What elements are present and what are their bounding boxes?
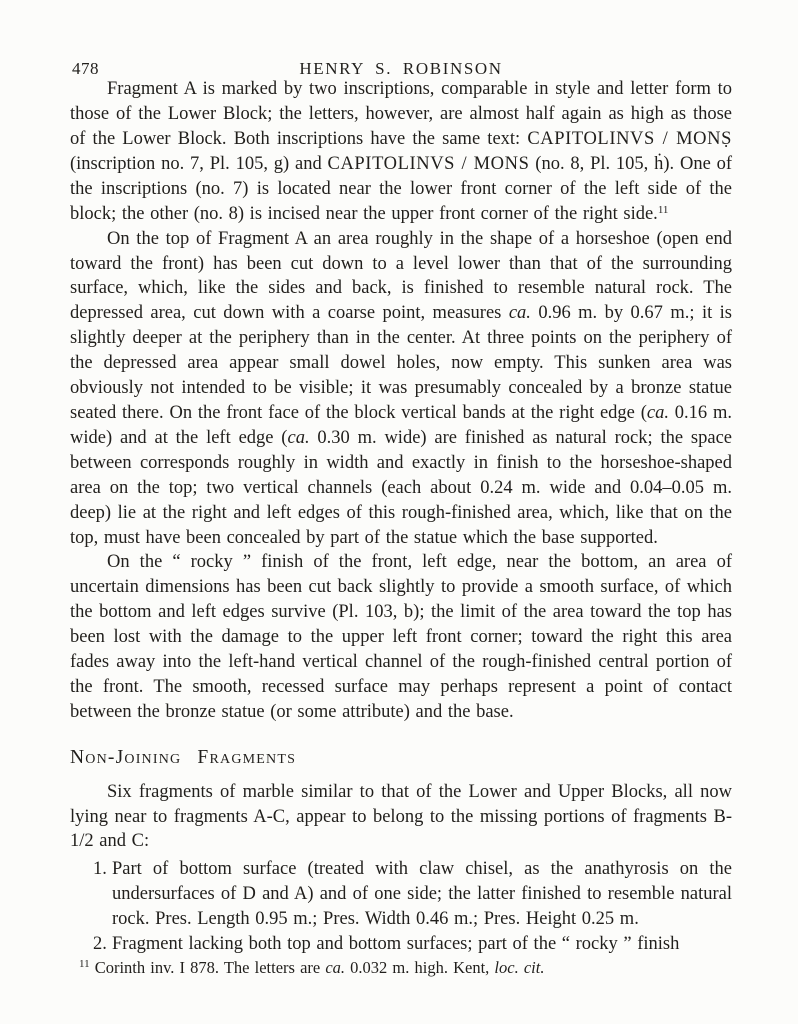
list-item-2-text: Fragment lacking both top and bottom surfaces; part of the “ rocky ” finish: [112, 934, 680, 955]
paragraph-six-fragments-intro: Six fragments of marble similar to that of the Lower and Upper Blocks, all now lying near to fragments A-C, appear to belong to the missing portions of fragments B-1/2 and C:: [70, 781, 732, 852]
list-item-2-number: 2.: [93, 934, 107, 955]
footnote-11-text: $^{11}$ Corinth inv. I 878. The letters are ca. 0.032 m. high. Kent, loc. cit.: [79, 958, 545, 977]
running-header: [70, 57, 732, 78]
section-heading-non-joining-fragments: Non-Joining Fragments: [70, 746, 297, 768]
article-body: [70, 77, 732, 957]
list-item-1-text: Part of bottom surface (treated with claw chisel, as the anathyrosis on the undersurfaces of D and A) and of one side; the latter finished to resemble natural rock. Pres. Length 0.95 m.; Pres. Width 0.46 m.; Pres. Height 0.25 m.: [112, 859, 732, 930]
list-item-1-number: 1.: [93, 859, 107, 880]
paragraph-fragment-a-inscriptions: Fragment A is marked by two inscriptions, comparable in style and letter form to those of the Lower Block; the letters, however, are almost half again as high as those of the Lower Block. Both inscriptions have the same text: CAPITOLINVS / MONṢ (inscription no. 7, Pl. 105, g) and CAPITOLINVS / MONS (no. 8, Pl. 105, ḣ). One of the inscriptions (no. 7) is located near the lower front corner of the left side of the block; the other (no. 8) is incised near the upper front corner of the right side.$^{11}$: [70, 79, 733, 224]
footnote-11: [70, 957, 732, 978]
page-number: 478: [72, 59, 99, 78]
running-head-author: HENRY S. ROBINSON: [299, 59, 503, 78]
list-item-2: [93, 932, 732, 957]
list-item-1: [93, 857, 732, 932]
fragment-list: [70, 857, 732, 957]
paragraph-horseshoe-area: On the top of Fragment A an area roughly in the shape of a horseshoe (open end toward the front) has been cut down to a level lower than that of the surrounding surface, which, like the sides and back, is finished to resemble natural rock. The depressed area, cut down with a coarse point, measures ca. 0.96 m. by 0.67 m.; it is slightly deeper at the periphery than in the center. At three points on the periphery of the depressed area appear small dowel holes, now empty. This sunken area was obviously not intended to be visible; it was presumably concealed by a bronze statue seated there. On the front face of the block vertical bands at the right edge (ca. 0.16 m. wide) and at the left edge (ca. 0.30 m. wide) are finished as natural rock; the space between corresponds roughly in width and exactly in finish to the horseshoe-shaped area on the top; two vertical channels (each about 0.24 m. wide and 0.04–0.05 m. deep) lie at the right and left edges of this rough-finished area, which, like that on the top, must have been concealed by part of the statue which the base supported.: [70, 228, 733, 548]
paragraph-rocky-finish: On the “ rocky ” finish of the front, left edge, near the bottom, an area of uncertain dimensions has been cut back slightly to provide a smooth surface, of which the bottom and left edges survive (Pl. 103, b); the limit of the area toward the top has been lost with the damage to the upper left front corner; toward the right this area fades away into the left-hand vertical channel of the rough-finished central portion of the front. The smooth, recessed surface may perhaps represent a point of contact between the bronze statue (or some attribute) and the base.: [70, 552, 732, 722]
